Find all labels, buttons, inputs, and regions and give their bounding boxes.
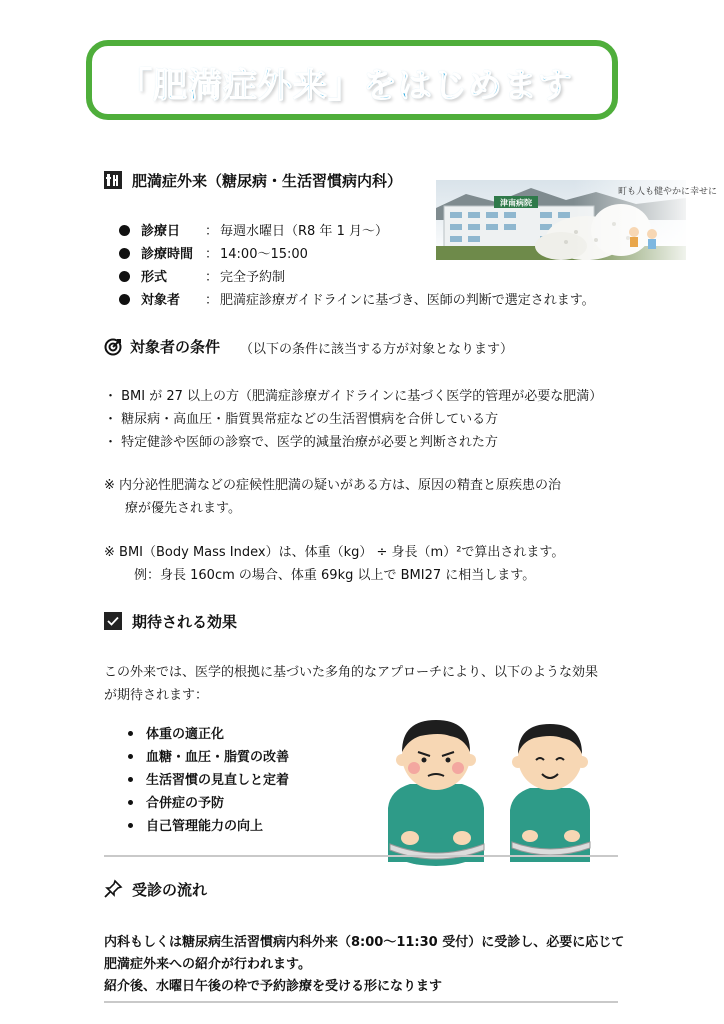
conditions-heading: 対象者の条件 — [130, 338, 221, 356]
pushpin-icon — [104, 880, 122, 898]
detail-value: 14:00～15:00 — [220, 247, 308, 262]
detail-separator: ： — [205, 224, 219, 239]
hospital-photo — [436, 180, 718, 260]
detail-separator: ： — [205, 270, 219, 285]
page-title: 「肥満症外来」をはじめます — [118, 66, 573, 106]
effects-heading: 期待される効果 — [132, 613, 238, 631]
note-bmi-line2: 例：身長 160cm の場合、体重 69kg 以上で BMI27 に相当します。 — [134, 568, 536, 583]
effect-item: 合併症の予防 — [146, 796, 225, 811]
checkbox-icon — [104, 612, 122, 630]
detail-value: 肥満症診療ガイドラインに基づき、医師の判断で選定されます。 — [220, 293, 595, 308]
flow-line1: 内科もしくは糖尿病生活習慣病内科外来（8:00～11:30 受付）に受診し、必要に応じて — [104, 935, 625, 950]
effect-item: 自己管理能力の向上 — [146, 819, 264, 834]
note-symptomatic-line1: ※ 内分泌性肥満などの症候性肥満の疑いがある方は、原因の精査と原疾患の治 — [104, 478, 562, 493]
condition-item: ・ 特定健診や医師の診察で、医学的減量治療が必要と判断された方 — [104, 435, 498, 450]
condition-item: ・ 糖尿病・高血圧・脂質異常症などの生活習慣病を合併している方 — [104, 412, 499, 427]
detail-separator: ： — [205, 293, 219, 308]
divider — [104, 855, 618, 857]
detail-bullet — [119, 248, 130, 259]
conditions-subheading: （以下の条件に該当する方が対象となります） — [240, 342, 514, 357]
effect-bullet — [128, 754, 133, 759]
detail-label: 診療時間 — [141, 247, 194, 262]
photo-caption: 町も人も健やかに幸せに — [618, 187, 718, 197]
effect-item: 血糖・血圧・脂質の改善 — [146, 750, 290, 765]
waist-measure-illustration — [380, 712, 610, 874]
flow-line2: 肥満症外来への紹介が行われます。 — [104, 957, 311, 972]
clinic-heading: 肥満症外来（糖尿病・生活習慣病内科） — [132, 172, 403, 190]
detail-value: 完全予約制 — [220, 270, 286, 285]
detail-label: 診療日 — [141, 224, 181, 239]
detail-bullet — [119, 225, 130, 236]
condition-item: ・ BMI が 27 以上の方（肥満症診療ガイドラインに基づく医学的管理が必要な肥満） — [104, 389, 603, 404]
flow-line3: 紹介後、水曜日午後の枠で予約診療を受ける形になります — [104, 979, 443, 994]
effect-item: 体重の適正化 — [146, 727, 225, 742]
effect-bullet — [128, 823, 133, 828]
person-before-illustration — [388, 720, 484, 866]
note-symptomatic-line2: 療が優先されます。 — [125, 501, 241, 516]
flow-heading: 受診の流れ — [132, 881, 208, 899]
effects-intro-line1: この外来では、医学的根拠に基づいた多角的なアプローチにより、以下のような効果 — [104, 665, 599, 680]
effect-bullet — [128, 731, 133, 736]
note-bmi-line1: ※ BMI（Body Mass Index）は、体重（kg） ÷ 身長（m）²で算出されます。 — [104, 545, 565, 560]
hospital-icon — [104, 171, 122, 189]
effect-bullet — [128, 800, 133, 805]
effect-bullet — [128, 777, 133, 782]
effect-item: 生活習慣の見直しと定着 — [146, 773, 290, 788]
divider — [104, 1001, 618, 1003]
detail-bullet — [119, 294, 130, 305]
detail-bullet — [119, 271, 130, 282]
effects-intro-line2: が期待されます： — [104, 688, 209, 703]
target-icon — [104, 338, 122, 356]
detail-label: 対象者 — [141, 293, 181, 308]
detail-separator: ： — [205, 247, 219, 262]
person-after-illustration — [510, 724, 590, 862]
detail-value: 毎週水曜日（R8 年 1 月～） — [220, 224, 388, 239]
detail-label: 形式 — [141, 270, 168, 285]
